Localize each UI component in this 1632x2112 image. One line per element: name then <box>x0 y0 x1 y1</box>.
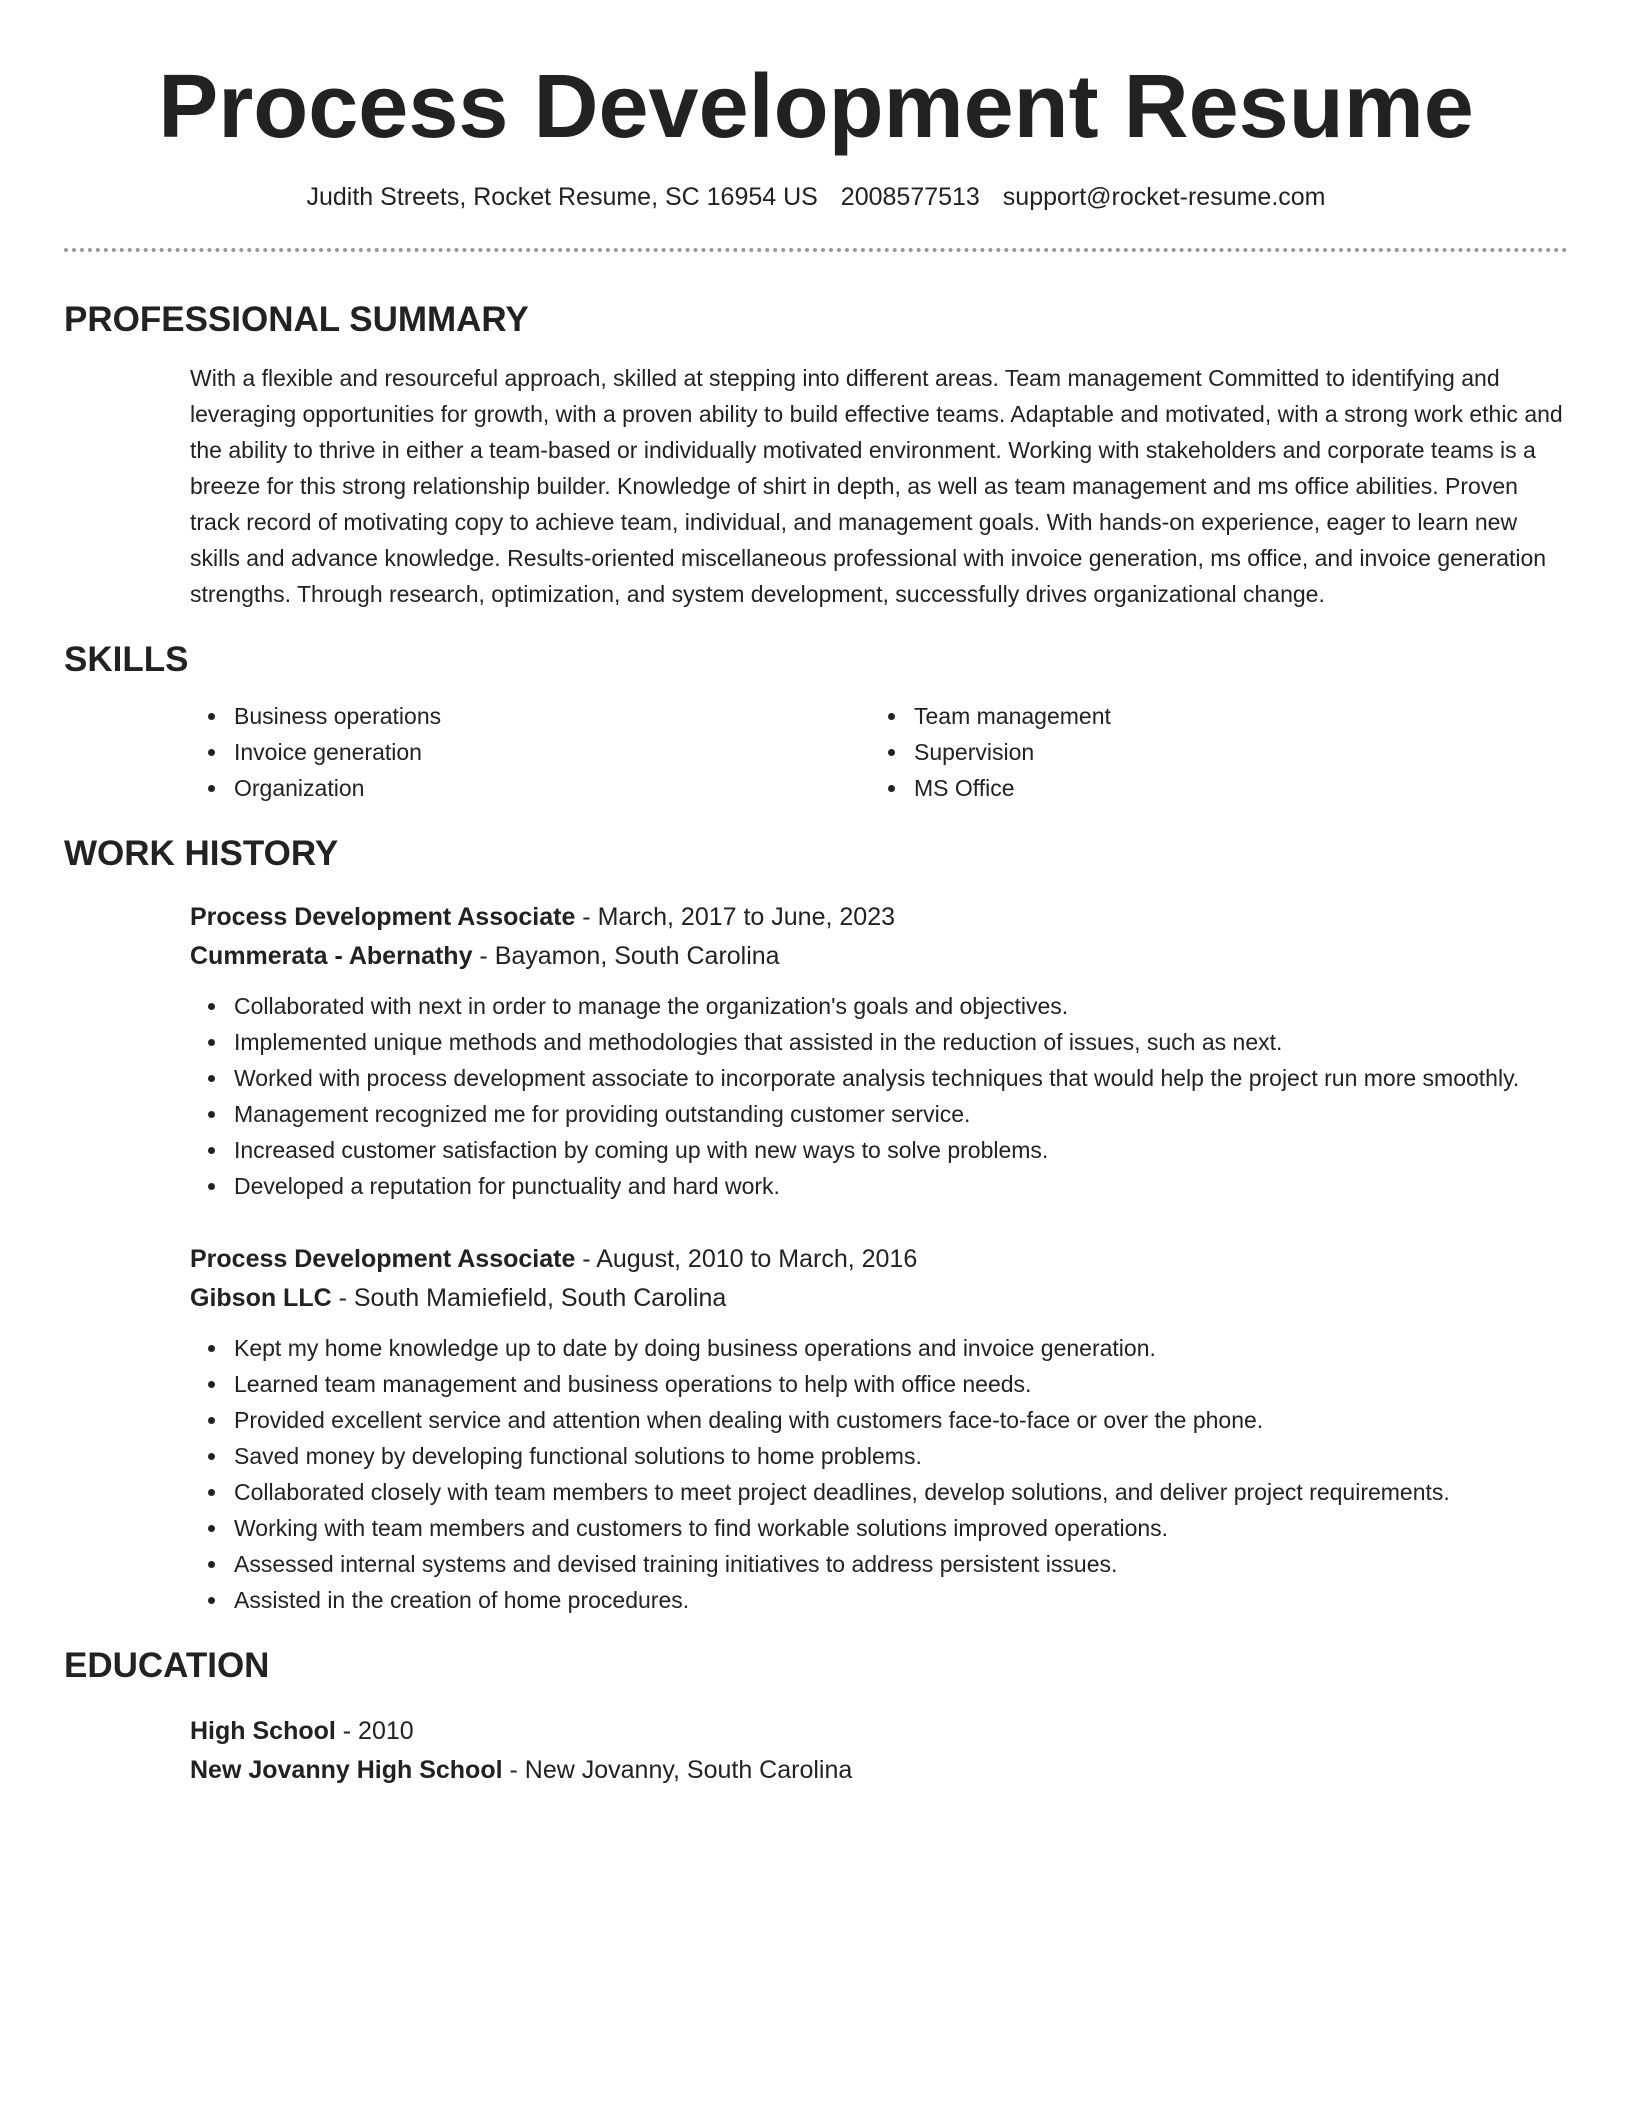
job-title: Process Development Associate <box>190 1245 576 1273</box>
job-duty: Assessed internal systems and devised training initiatives to address persistent issues. <box>234 1546 1568 1582</box>
job-duty: Kept my home knowledge up to date by doing business operations and invoice generation. <box>234 1330 1568 1366</box>
job-duty: Management recognized me for providing outstanding customer service. <box>234 1096 1568 1132</box>
job-entry <box>190 898 1568 1204</box>
job-duty: Saved money by developing functional solutions to home problems. <box>234 1438 1568 1474</box>
job-duty: Worked with process development associate to incorporate analysis techniques that would help the project run more smoothly. <box>234 1060 1568 1096</box>
education-school-line <box>190 1751 1568 1790</box>
job-duty: Increased customer satisfaction by coming up with new ways to solve problems. <box>234 1132 1568 1168</box>
job-duty: Collaborated with next in order to manage the organization's goals and objectives. <box>234 988 1568 1024</box>
education-heading: EDUCATION <box>64 1646 270 1685</box>
job-duty: Collaborated closely with team members to meet project deadlines, develop solutions, and deliver project requirements. <box>234 1474 1568 1510</box>
job-duty: Developed a reputation for punctuality and hard work. <box>234 1168 1568 1204</box>
education-degree: High School <box>190 1717 336 1745</box>
job-entry <box>190 1240 1568 1618</box>
job-company: Gibson LLC <box>190 1284 332 1312</box>
contact-phone: 2008577513 <box>840 183 980 211</box>
work-history-heading: WORK HISTORY <box>64 834 339 873</box>
skills-column-left <box>190 698 870 806</box>
education-entry <box>190 1712 1568 1790</box>
job-duty: Learned team management and business operations to help with office needs. <box>234 1366 1568 1402</box>
contact-line <box>64 180 1568 214</box>
job-company-line <box>190 937 1568 976</box>
summary-heading: PROFESSIONAL SUMMARY <box>64 300 529 339</box>
education-school: New Jovanny High School <box>190 1756 503 1784</box>
skill-item: Organization <box>234 770 870 806</box>
skills-list <box>190 698 1568 806</box>
job-duty: Implemented unique methods and methodologies that assisted in the reduction of issues, such as next. <box>234 1024 1568 1060</box>
job-duty: Provided excellent service and attention when dealing with customers face-to-face or over the phone. <box>234 1402 1568 1438</box>
skills-column-right <box>870 698 1568 806</box>
job-dates: - March, 2017 to June, 2023 <box>575 903 896 931</box>
job-company-line <box>190 1279 1568 1318</box>
job-duties <box>190 988 1568 1204</box>
skill-item: Invoice generation <box>234 734 870 770</box>
job-dates: - August, 2010 to March, 2016 <box>575 1245 918 1273</box>
job-duty: Assisted in the creation of home procedures. <box>234 1582 1568 1618</box>
job-location: - South Mamiefield, South Carolina <box>331 1284 727 1312</box>
education-location: - New Jovanny, South Carolina <box>502 1756 853 1784</box>
job-duty: Working with team members and customers to find workable solutions improved operations. <box>234 1510 1568 1546</box>
skill-item: Business operations <box>234 698 870 734</box>
job-duties <box>190 1330 1568 1618</box>
job-company: Cummerata - Abernathy <box>190 942 473 970</box>
job-title: Process Development Associate <box>190 903 576 931</box>
resume-title: Process Development Resume <box>158 57 1474 157</box>
skills-heading: SKILLS <box>64 640 189 679</box>
education-year: - 2010 <box>335 1717 414 1745</box>
job-title-line <box>190 1240 1568 1279</box>
skill-item: Supervision <box>914 734 1568 770</box>
skill-item: Team management <box>914 698 1568 734</box>
skill-item: MS Office <box>914 770 1568 806</box>
contact-address: Judith Streets, Rocket Resume, SC 16954 US <box>306 183 818 211</box>
header-divider <box>64 248 1568 252</box>
job-title-line <box>190 898 1568 937</box>
summary-text: With a flexible and resourceful approach, skilled at stepping into different areas. Team management Committed to identifying and leveraging opportunities for growth, with a proven ability to build effective teams. Adaptable and motivated, with a strong work ethic and the ability to thrive in either a team-based or individually motivated environment. Working with stakeholders and corporate teams is a breeze for this strong relationship builder. Knowledge of shirt in depth, as well as team management and ms office abilities. Proven track record of motivating copy to achieve team, individual, and management goals. With hands-on experience, eager to learn new skills and advance knowledge. Results-oriented miscellaneous professional with invoice generation, ms office, and invoice generation strengths. Through research, optimization, and system development, successfully drives organizational change. <box>190 365 1563 607</box>
education-degree-line <box>190 1712 1568 1751</box>
job-location: - Bayamon, South Carolina <box>472 942 780 970</box>
contact-email: support@rocket-resume.com <box>1002 183 1326 211</box>
